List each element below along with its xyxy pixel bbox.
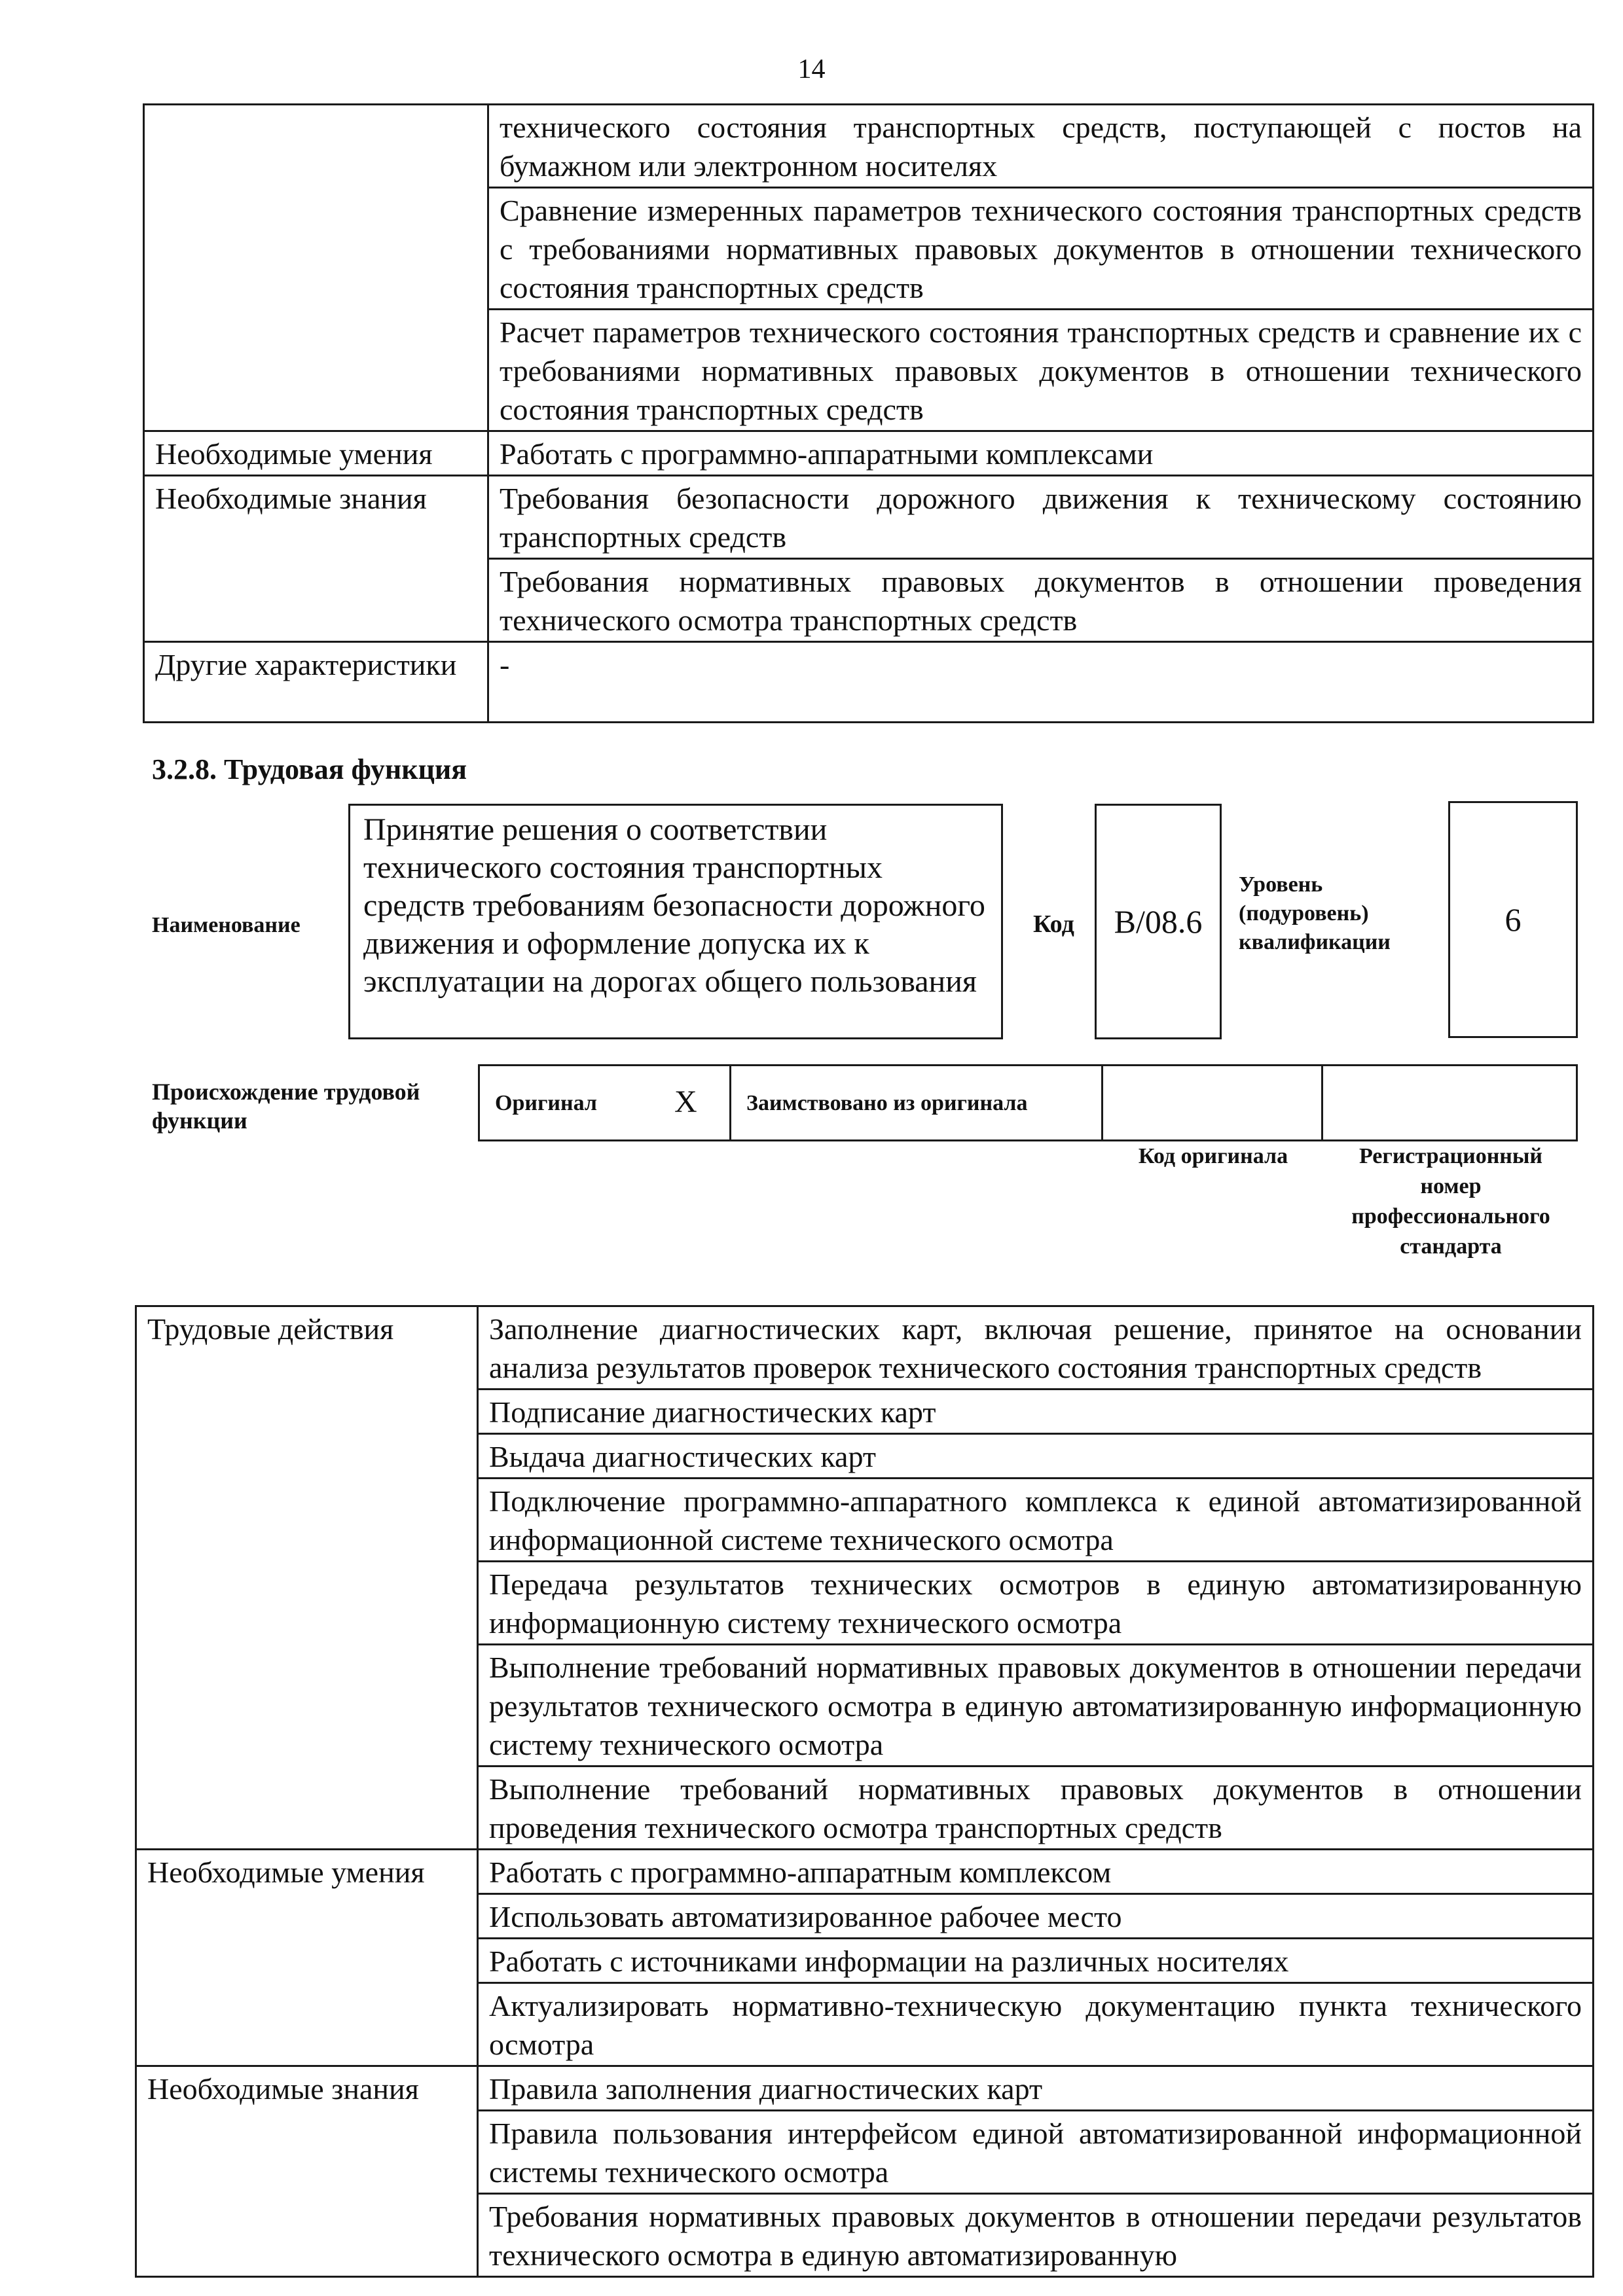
table-cell: Расчет параметров технического состояния транспортных средств и сравнение их с требованиями нормативных правовых документов в отношении технического состояния транспортных средств [488,310,1594,431]
code-value: B/08.6 [1095,804,1222,1039]
row-label: Необходимые умения [136,1850,478,2066]
table-cell: Работать с программно-аппаратным комплексом [478,1850,1594,1894]
table-cell: Подписание диагностических карт [478,1390,1594,1434]
table-row [144,642,1594,723]
top-table [143,103,1594,723]
table-cell: технического состояния транспортных средств, поступающей с постов на бумажном или электронном носителях [488,105,1594,188]
table-cell: Выполнение требований нормативных правовых документов в отношении передачи результатов технического осмотра в единую автоматизированную информационную систему технического осмотра [478,1645,1594,1767]
table-cell: Актуализировать нормативно-техническую документацию пункта технического осмотра [478,1983,1594,2066]
borrowed-label: Заимствовано из оригинала [746,1091,1028,1115]
table-cell: Требования безопасности дорожного движения к техническому состоянию транспортных средств [488,476,1594,559]
table-cell: Использовать автоматизированное рабочее место [478,1894,1594,1939]
table-cell: Требования нормативных правовых документов в отношении проведения технического осмотра транспортных средств [488,559,1594,642]
original-label: Оригинал [495,1091,597,1115]
table-row [144,476,1594,559]
origin-row [478,1064,1578,1141]
row-label: Другие характеристики [144,642,488,723]
divider [1321,1064,1323,1141]
table-cell: Подключение программно-аппаратного комплекса к единой автоматизированной информационной системе технического осмотра [478,1479,1594,1562]
reg-number-caption: Регистрационный номер профессионального стандарта [1351,1144,1550,1259]
origin-label: Происхождение трудовой функции [152,1079,420,1134]
section-title: 3.2.8. Трудовая функция [152,753,467,785]
code-label: Код [1033,910,1074,938]
table-row [136,1306,1594,1390]
code-original-caption: Код оригинала [1138,1144,1288,1168]
table-row [136,2066,1594,2111]
original-mark: X [674,1085,697,1119]
table-cell: Заполнение диагностических карт, включая решение, принятое на основании анализа результатов проверок технического состояния транспортных средств [478,1306,1594,1390]
table-cell: - [488,642,1594,723]
row-label [144,105,488,431]
row-label: Необходимые умения [144,431,488,476]
table-cell: Сравнение измеренных параметров технического состояния транспортных средств с требованиями нормативных правовых документов в отношении технического состояния транспортных средств [488,188,1594,310]
table-cell: Выдача диагностических карт [478,1434,1594,1479]
table-row [136,1850,1594,1894]
table-row [144,105,1594,188]
table-row [144,431,1594,476]
table-cell: Требования нормативных правовых документов в отношении передачи результатов технического осмотра в единую автоматизированную [478,2194,1594,2277]
row-label: Необходимые знания [136,2066,478,2277]
level-value: 6 [1448,801,1578,1038]
name-label: Наименование [152,913,301,937]
row-label: Трудовые действия [136,1306,478,1850]
table-cell: Правила пользования интерфейсом единой автоматизированной информационной системы технического осмотра [478,2111,1594,2194]
row-label: Необходимые знания [144,476,488,642]
bottom-table [135,1305,1594,2278]
table-cell: Работать с программно-аппаратными комплексами [488,431,1594,476]
divider [1101,1064,1103,1141]
table-cell: Работать с источниками информации на различных носителях [478,1939,1594,1983]
function-name: Принятие решения о соответствии технического состояния транспортных средств требованиям безопасности дорожного движения и оформление допуска их к эксплуатации на дорогах общего пользования [348,804,1003,1039]
level-label: Уровень (подуровень) квалификации [1239,872,1391,954]
table-cell: Передача результатов технических осмотров в единую автоматизированную информационную систему технического осмотра [478,1562,1594,1645]
page-number: 14 [797,54,826,84]
table-cell: Правила заполнения диагностических карт [478,2066,1594,2111]
divider [729,1064,731,1141]
table-cell: Выполнение требований нормативных правовых документов в отношении проведения технического осмотра транспортных средств [478,1767,1594,1850]
